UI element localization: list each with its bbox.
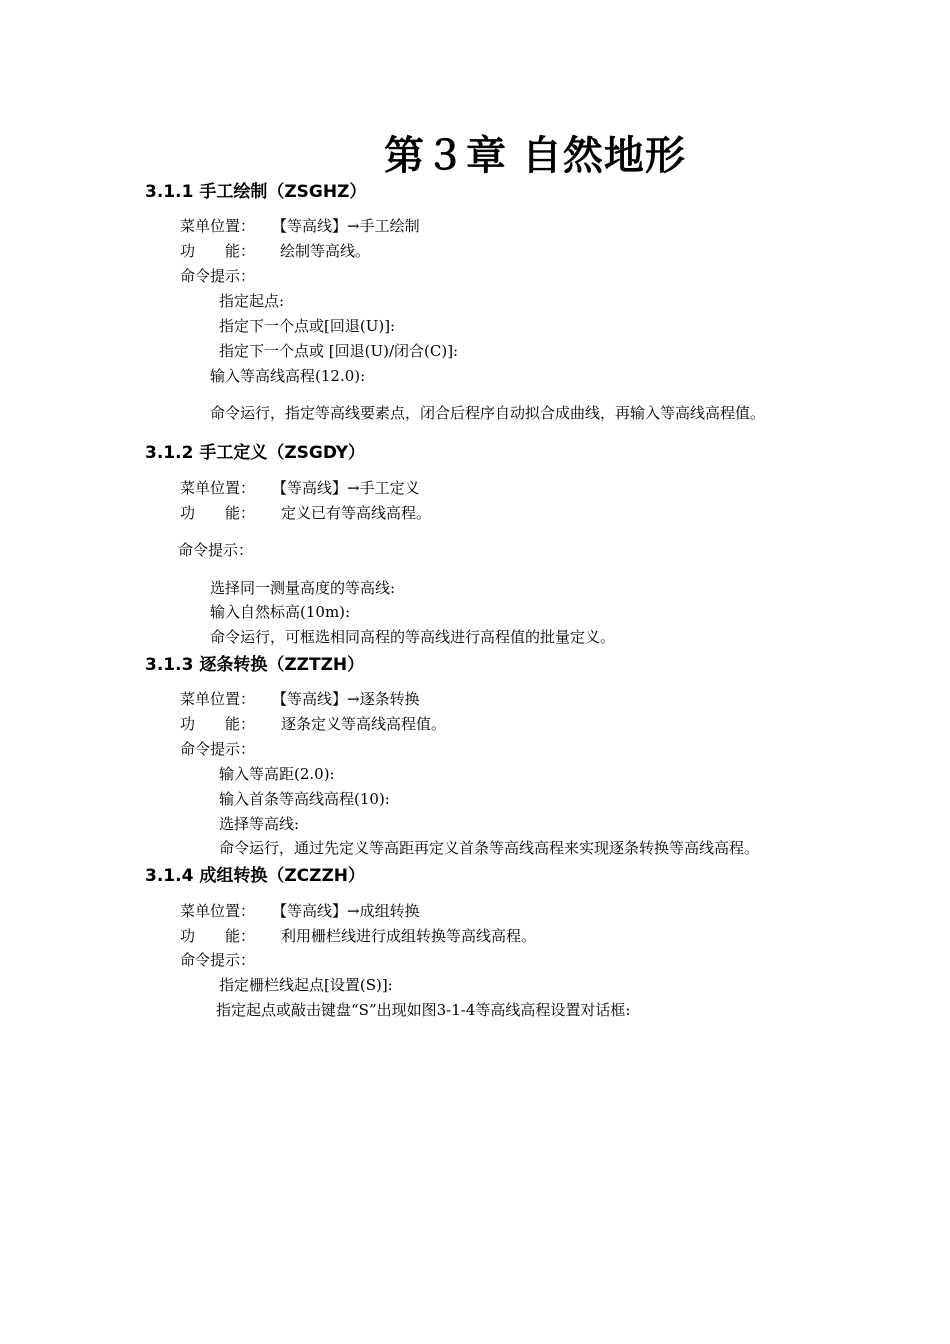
menu-location-value: 【等高线】→手工绘制 xyxy=(272,217,420,235)
prompt-line: 选择同一测量高度的等高线: xyxy=(210,579,396,597)
command-prompt-label: 命令提示： xyxy=(180,740,256,758)
prompt-line: 选择等高线: xyxy=(219,815,300,833)
section-heading: 3.1.4 成组转换（ZCZZH） xyxy=(145,866,366,886)
menu-location-label: 菜单位置： xyxy=(180,690,256,708)
menu-location-value: 【等高线】→逐条转换 xyxy=(272,690,420,708)
prompt-line: 指定下一个点或 [回退(U)/闭合(C)]: xyxy=(219,342,459,360)
section-heading: 3.1.2 手工定义（ZSGDY） xyxy=(145,443,366,463)
menu-location-value: 【等高线】→成组转换 xyxy=(272,902,420,920)
command-prompt-label: 命令提示： xyxy=(180,267,256,285)
page-title: 第３章 自然地形 xyxy=(384,133,686,179)
menu-location-value: 【等高线】→手工定义 xyxy=(272,479,420,497)
prompt-line: 命令运行，通过先定义等高距再定义首条等高线高程来实现逐条转换等高线高程。 xyxy=(219,839,760,857)
function-label: 功 能： xyxy=(180,242,256,260)
function-value: 定义已有等高线高程。 xyxy=(281,504,432,522)
section-note: 命令运行，指定等高线要素点，闭合后程序自动拟合成曲线，再输入等高线高程值。 xyxy=(210,404,766,422)
prompt-line: 命令运行，可框选相同高程的等高线进行高程值的批量定义。 xyxy=(210,628,616,646)
command-prompt-label: 命令提示： xyxy=(180,951,256,969)
prompt-line: 指定下一个点或[回退(U)]: xyxy=(219,317,396,335)
function-label: 功 能： xyxy=(180,715,256,733)
function-value: 利用栅栏线进行成组转换等高线高程。 xyxy=(281,927,537,945)
function-label: 功 能： xyxy=(180,927,256,945)
prompt-line: 指定栅栏线起点[设置(S)]: xyxy=(219,976,393,994)
menu-location-label: 菜单位置： xyxy=(180,902,256,920)
command-prompt-label: 命令提示： xyxy=(178,541,254,559)
function-value: 绘制等高线。 xyxy=(280,242,371,260)
function-value: 逐条定义等高线高程值。 xyxy=(281,715,447,733)
section-heading: 3.1.1 手工绘制（ZSGHZ） xyxy=(145,182,367,202)
prompt-line: 输入等高线高程(12.0): xyxy=(210,367,366,385)
prompt-line: 输入自然标高(10m): xyxy=(210,603,351,621)
menu-location-label: 菜单位置： xyxy=(180,217,256,235)
prompt-line: 输入首条等高线高程(10): xyxy=(219,790,390,808)
function-label: 功 能： xyxy=(180,504,256,522)
section-heading: 3.1.3 逐条转换（ZZTZH） xyxy=(145,655,365,675)
prompt-line: 输入等高距(2.0): xyxy=(219,765,335,783)
menu-location-label: 菜单位置： xyxy=(180,479,256,497)
prompt-line: 指定起点: xyxy=(219,292,285,310)
prompt-line: 指定起点或敲击键盘“S”出现如图3-1-4等高线高程设置对话框: xyxy=(216,1001,631,1019)
